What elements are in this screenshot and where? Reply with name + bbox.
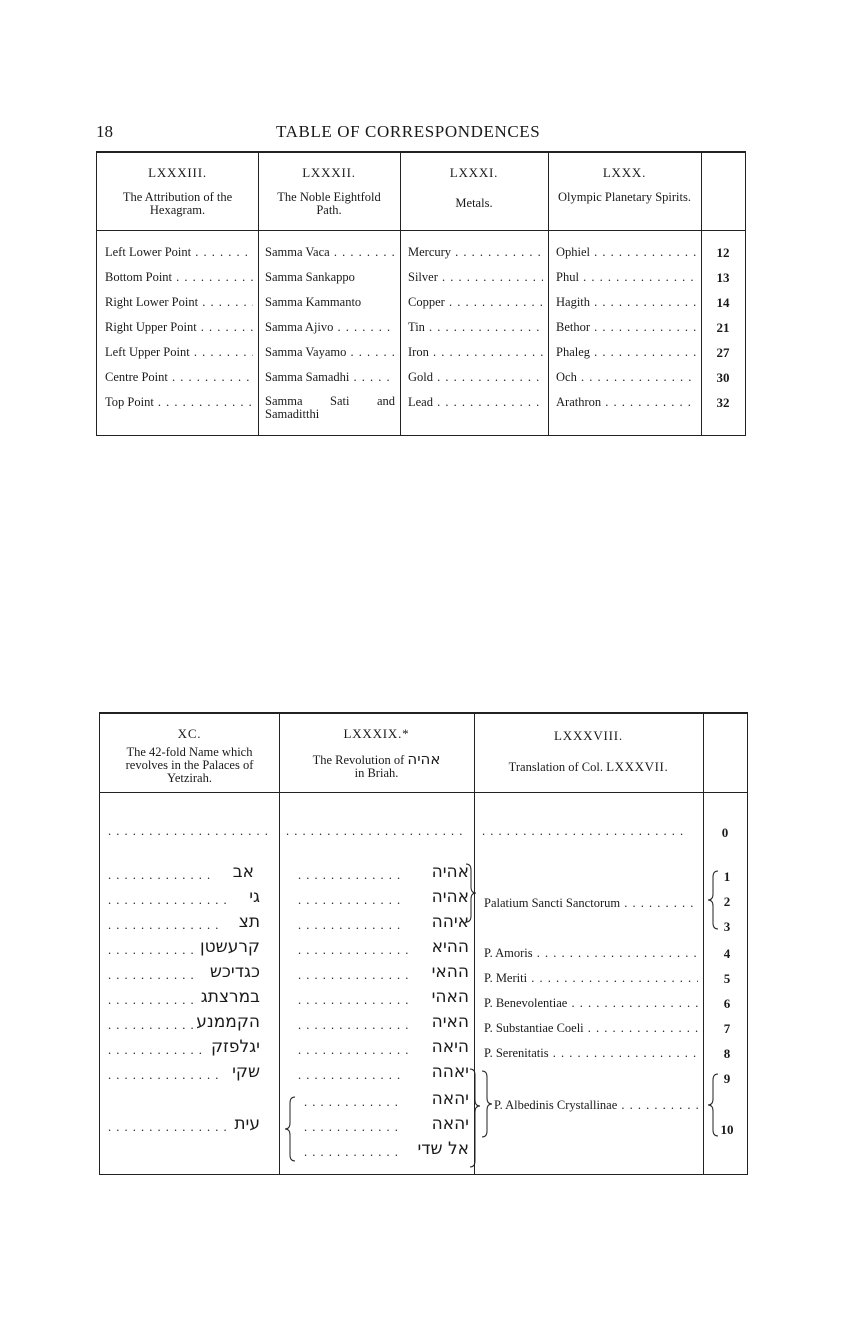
hebrew-name: עית xyxy=(234,1114,260,1134)
hebrew-name: אהיה xyxy=(431,862,469,882)
cell: Top Point . . . xyxy=(105,395,253,410)
dot-leader: . . . . . . . . . . . . . xyxy=(298,893,402,907)
col-number: LXXXII. xyxy=(302,165,356,180)
cell: Arathron . . . xyxy=(556,395,696,410)
cell: Samma Kammanto xyxy=(265,295,362,309)
dot-leader: . . . . . . . . . . . xyxy=(108,968,195,982)
hebrew-name: האיה xyxy=(431,1012,469,1032)
cell: Gold . . . xyxy=(408,370,543,385)
dot-leader: . . . . . . . . . . . . . . xyxy=(298,968,410,982)
dot-leader: . . . . . . . . . . . . . . xyxy=(298,993,410,1007)
cell: Left Lower Point . . . xyxy=(105,245,253,260)
cell: Hagith . . . xyxy=(556,295,696,310)
key-number: 9 xyxy=(723,1071,731,1086)
hebrew-name: היאה xyxy=(431,1037,469,1057)
key-number: 14 xyxy=(716,295,730,310)
cell: Tin . . . xyxy=(408,320,543,335)
hebrew-name: במרצתג xyxy=(200,987,260,1007)
col-number: LXXXIII. xyxy=(148,165,207,180)
cell: Lead . . . xyxy=(408,395,543,410)
title-text: Translation of Col. xyxy=(508,760,603,774)
cell: Ophiel . . . xyxy=(556,245,696,260)
col-number: LXXXVIII. xyxy=(554,728,623,743)
cell: P. Serenitatis . . . xyxy=(484,1046,698,1061)
hebrew-name: יאהה xyxy=(431,1062,469,1082)
dot-leader: . . . . . . . . . . . . . . xyxy=(298,1018,410,1032)
key-number: 21 xyxy=(716,320,730,335)
key-number: 1 xyxy=(723,869,731,884)
key-number: 30 xyxy=(716,370,730,385)
hebrew-name: שקי xyxy=(232,1062,260,1082)
key-number: 12 xyxy=(716,245,730,260)
hebrew-name: קרעשטן xyxy=(200,937,260,957)
cell: P. Substantiae Coeli . . . xyxy=(484,1021,698,1036)
dot-leader: . . . . . . . . . . . . . xyxy=(108,868,212,882)
hebrew-name: ההיא xyxy=(431,937,469,957)
key-number: 2 xyxy=(723,894,731,909)
key-number: 3 xyxy=(723,919,731,934)
hebrew-name: הקממנע xyxy=(196,1012,260,1032)
dot-leader: . . . . . . . . . . . . . . . xyxy=(108,1120,228,1134)
cell: Samma Vaca . . . xyxy=(265,245,395,260)
key-number: 10 xyxy=(720,1122,734,1137)
hebrew-name: יהאה xyxy=(431,1089,469,1109)
hebrew-name: גי xyxy=(249,887,260,907)
cell: Phul . . . xyxy=(556,270,696,285)
cell: Samma Ajivo . . . xyxy=(265,320,395,335)
cell: P. Albedinis Crystallinae . . . xyxy=(494,1098,698,1113)
cell: Bottom Point . . . xyxy=(105,270,253,285)
col-title: The Noble Eightfold Path. xyxy=(277,190,381,217)
dot-leader: . . . . . . . . . . . . xyxy=(304,1120,399,1134)
cell: Samma Samadhi . . . xyxy=(265,370,395,385)
dot-leader: . . . . . . . . . . . . . . . . . . . . . . xyxy=(286,824,464,838)
cell: Samma Vayamo . . . xyxy=(265,345,395,360)
col-number: LXXXIX.* xyxy=(343,726,410,741)
dot-leader: . . . . . . . . . . . . . . xyxy=(108,1068,220,1082)
cell: Bethor . . . xyxy=(556,320,696,335)
cell: Right Upper Point . . . xyxy=(105,320,253,335)
dot-leader: . . . . . . . . . . . xyxy=(108,943,195,957)
dot-leader: . . . . . . . . . . . . . . xyxy=(298,943,410,957)
col-number: LXXXI. xyxy=(449,165,499,180)
hebrew-name: אהיה xyxy=(431,887,469,907)
cell: Iron . . . xyxy=(408,345,543,360)
title-text: in Briah. xyxy=(354,766,399,780)
dot-leader: . . . . . . . . . . . xyxy=(108,1018,195,1032)
dot-leader: . . . . . . . . . . . . . xyxy=(298,1068,402,1082)
dot-leader: . . . . . . . . . . . . . . . xyxy=(108,893,228,907)
cell: Samma Sankappo xyxy=(265,270,355,284)
dot-leader: . . . . . . . . . . . . xyxy=(108,1043,203,1057)
cell: P. Benevolentiae . . . xyxy=(484,996,698,1011)
dot-leader: . . . . . . . . . . . . . xyxy=(298,918,402,932)
col-title: The Attribution of the Hexagram. xyxy=(122,190,233,217)
dot-leader: . . . . . . . . . . . . xyxy=(304,1095,399,1109)
hebrew-name: תצ xyxy=(238,912,260,932)
title-ref: LXXXVII. xyxy=(606,759,669,774)
cell: Samma Sati and Samaditthi xyxy=(265,395,395,421)
key-number: 13 xyxy=(716,270,730,285)
key-number: 27 xyxy=(716,345,730,360)
page-number: 18 xyxy=(96,122,113,141)
cell: Centre Point . . . xyxy=(105,370,253,385)
col-title: Metals. xyxy=(455,196,493,210)
cell: P. Meriti . . . xyxy=(484,971,698,986)
col-title: The 42-fold Name which revolves in the Palaces of Yetzirah. xyxy=(125,745,254,785)
hebrew-name: האהי xyxy=(431,987,469,1007)
key-number: 6 xyxy=(723,996,731,1011)
hebrew-name: איהה xyxy=(431,912,469,932)
cell: Left Upper Point . . . xyxy=(105,345,253,360)
hebrew-name: יגלפזק xyxy=(210,1037,260,1057)
key-number: 8 xyxy=(723,1046,731,1061)
key-number: 5 xyxy=(723,971,731,986)
title-text: The Revolution of xyxy=(312,753,405,767)
running-title: TABLE OF CORRESPONDENCES xyxy=(276,122,541,141)
cell: P. Amoris . . . xyxy=(484,946,698,961)
dot-leader: . . . . . . . . . . . . . . xyxy=(108,918,220,932)
hebrew-name: יהאה xyxy=(431,1114,469,1134)
cell: Silver . . . xyxy=(408,270,543,285)
hebrew-name: אל שדי xyxy=(417,1139,469,1159)
col-number: LXXX. xyxy=(602,165,647,180)
cell: Mercury . . . xyxy=(408,245,543,260)
dot-leader: . . . . . . . . . . . . . . . . . . . . . . . . . xyxy=(482,824,685,838)
cell: Palatium Sancti Sanctorum . . . xyxy=(484,896,698,911)
table-lower xyxy=(99,712,748,1175)
hebrew-name: כגדיכש xyxy=(209,962,260,982)
hebrew-name: ההאי xyxy=(431,962,469,982)
dot-leader: . . . . . . . . . . . . xyxy=(304,1145,399,1159)
dot-leader: . . . . . . . . . . . xyxy=(108,993,195,1007)
cell: Copper . . . xyxy=(408,295,543,310)
cell: Right Lower Point . . . xyxy=(105,295,253,310)
key-number: 0 xyxy=(721,825,729,840)
hebrew-name: אהיה xyxy=(407,750,441,768)
key-number: 32 xyxy=(716,395,730,410)
table-upper xyxy=(96,151,746,436)
dot-leader: . . . . . . . . . . . . . xyxy=(298,868,402,882)
dot-leader: . . . . . . . . . . . . . . . . . . . . xyxy=(108,824,269,838)
col-title: Olympic Planetary Spirits. xyxy=(558,190,691,204)
key-number: 4 xyxy=(723,946,731,961)
key-number: 7 xyxy=(723,1021,731,1036)
col-number: XC. xyxy=(177,726,202,741)
cell: Phaleg . . . xyxy=(556,345,696,360)
cell: Och . . . xyxy=(556,370,696,385)
hebrew-name: אב xyxy=(232,862,254,882)
dot-leader: . . . . . . . . . . . . . . xyxy=(298,1043,410,1057)
